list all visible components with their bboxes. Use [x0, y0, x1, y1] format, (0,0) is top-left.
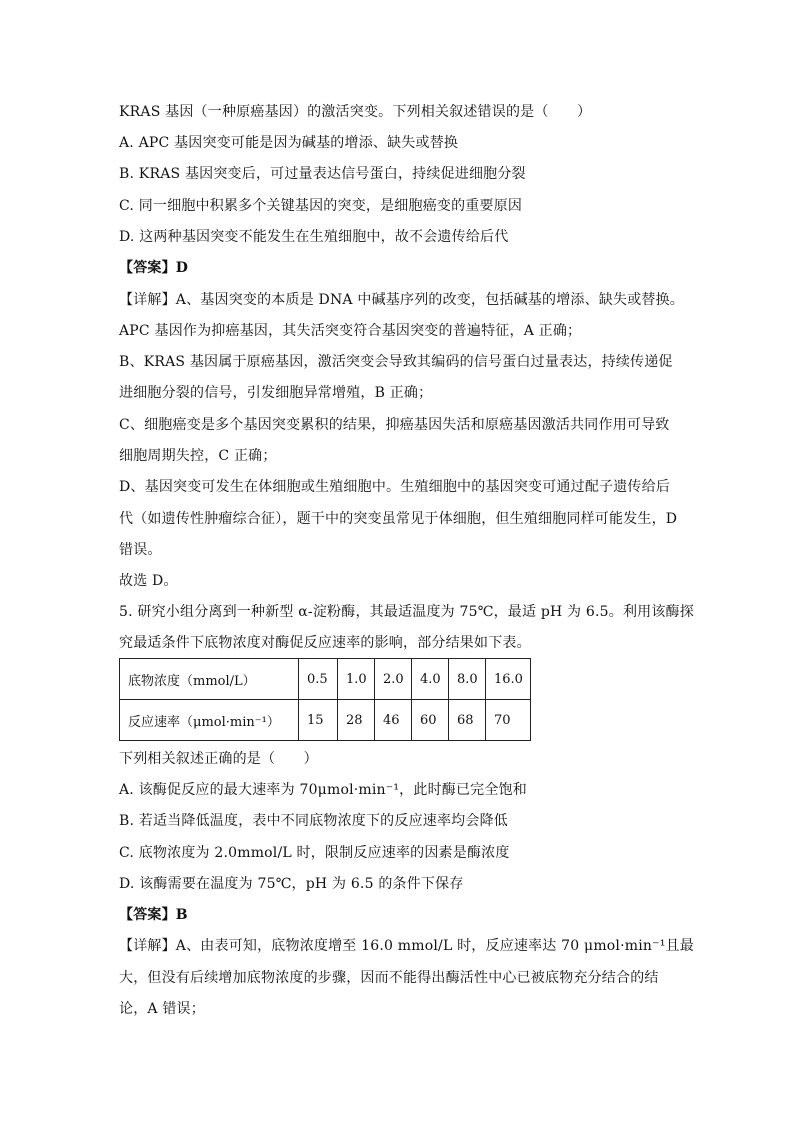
question-5-stem-line: 5. 研究小组分离到一种新型 α-淀粉酶，其最适温度为 75℃，最适 pH 为 6.5。利用该酶探	[119, 604, 694, 620]
table-cell-rate-label: 反应速率（μmol·min⁻¹）	[120, 700, 299, 741]
question-4-explanation-line: 细胞周期失控，C 正确；	[119, 448, 277, 464]
table-cell: 4.0	[412, 659, 449, 700]
question-5-explanation-line: 论，A 错误；	[119, 1001, 205, 1017]
question-4-explanation-line: 代（如遗传性肿瘤综合征），题干中的突变虽常见于体细胞，但生殖细胞同样可能发生，D	[119, 511, 678, 527]
question-4-explanation-line: D、基因突变可发生在体细胞或生殖细胞中。生殖细胞中的基因突变可通过配子遗传给后	[119, 479, 671, 495]
question-5-answer: 【答案】B	[119, 907, 188, 923]
question-4-option-a: A. APC 基因突变可能是因为碱基的增添、缺失或替换	[119, 135, 459, 151]
question-4-option-d: D. 这两种基因突变不能发生在生殖细胞中，故不会遗传给后代	[119, 229, 509, 245]
table-row	[120, 700, 531, 741]
table-cell: 1.0	[338, 659, 375, 700]
table-cell: 16.0	[486, 659, 531, 700]
table-cell: 68	[449, 700, 486, 741]
table-cell: 70	[486, 700, 531, 741]
question-4-stem-tail: KRAS 基因（一种原癌基因）的激活突变。下列相关叙述错误的是（ ）	[119, 104, 592, 120]
question-4-explanation-line: C、细胞癌变是多个基因突变累积的结果，抑癌基因失活和原癌基因激活共同作用可导致	[119, 417, 670, 433]
table-cell-substrate-label: 底物浓度（mmol/L）	[120, 659, 299, 700]
question-4-explanation-line: 【详解】A、基因突变的本质是 DNA 中碱基序列的改变，包括碱基的增添、缺失或替换。	[119, 292, 684, 308]
question-4-explanation-line: 进细胞分裂的信号，引发细胞异常增殖，B 正确；	[119, 385, 433, 401]
question-4-option-c: C. 同一细胞中积累多个关键基因的突变，是细胞癌变的重要原因	[119, 198, 523, 214]
substrate-rate-table	[119, 658, 531, 741]
question-4-option-b: B. KRAS 基因突变后，可过量表达信号蛋白，持续促进细胞分裂	[119, 166, 526, 182]
question-5-stem-line: 究最适条件下底物浓度对酶促反应速率的影响，部分结果如下表。	[119, 635, 531, 651]
table-cell: 2.0	[375, 659, 412, 700]
table-cell: 15	[299, 700, 338, 741]
question-4-answer: 【答案】D	[119, 260, 189, 276]
table-row	[120, 659, 531, 700]
question-5-option-b: B. 若适当降低温度，表中不同底物浓度下的反应速率均会降低	[119, 813, 508, 829]
table-cell: 0.5	[299, 659, 338, 700]
question-5-option-d: D. 该酶需要在温度为 75℃，pH 为 6.5 的条件下保存	[119, 876, 464, 892]
question-5-explanation-line: 大，但没有后续增加底物浓度的步骤，因而不能得出酶活性中心已被底物充分结合的结	[119, 970, 659, 986]
question-5-prompt: 下列相关叙述正确的是（ ）	[119, 751, 318, 767]
question-4-explanation-line: 错误。	[119, 542, 162, 558]
question-4-explanation-line: APC 基因作为抑癌基因，其失活突变符合基因突变的普遍特征，A 正确；	[119, 323, 582, 339]
table-cell: 28	[338, 700, 375, 741]
table-cell: 8.0	[449, 659, 486, 700]
question-5-explanation-line: 【详解】A、由表可知，底物浓度增至 16.0 mmol/L 时，反应速率达 70 μmol·min⁻¹且最	[119, 938, 694, 954]
question-5-option-a: A. 该酶促反应的最大速率为 70μmol·min⁻¹，此时酶已完全饱和	[119, 782, 527, 798]
question-5-option-c: C. 底物浓度为 2.0mmol/L 时，限制反应速率的因素是酶浓度	[119, 845, 510, 861]
table-cell: 46	[375, 700, 412, 741]
table-cell: 60	[412, 700, 449, 741]
question-4-explanation-line: B、KRAS 基因属于原癌基因，激活突变会导致其编码的信号蛋白过量表达，持续传递促	[119, 354, 673, 370]
question-4-conclusion: 故选 D。	[119, 573, 178, 589]
